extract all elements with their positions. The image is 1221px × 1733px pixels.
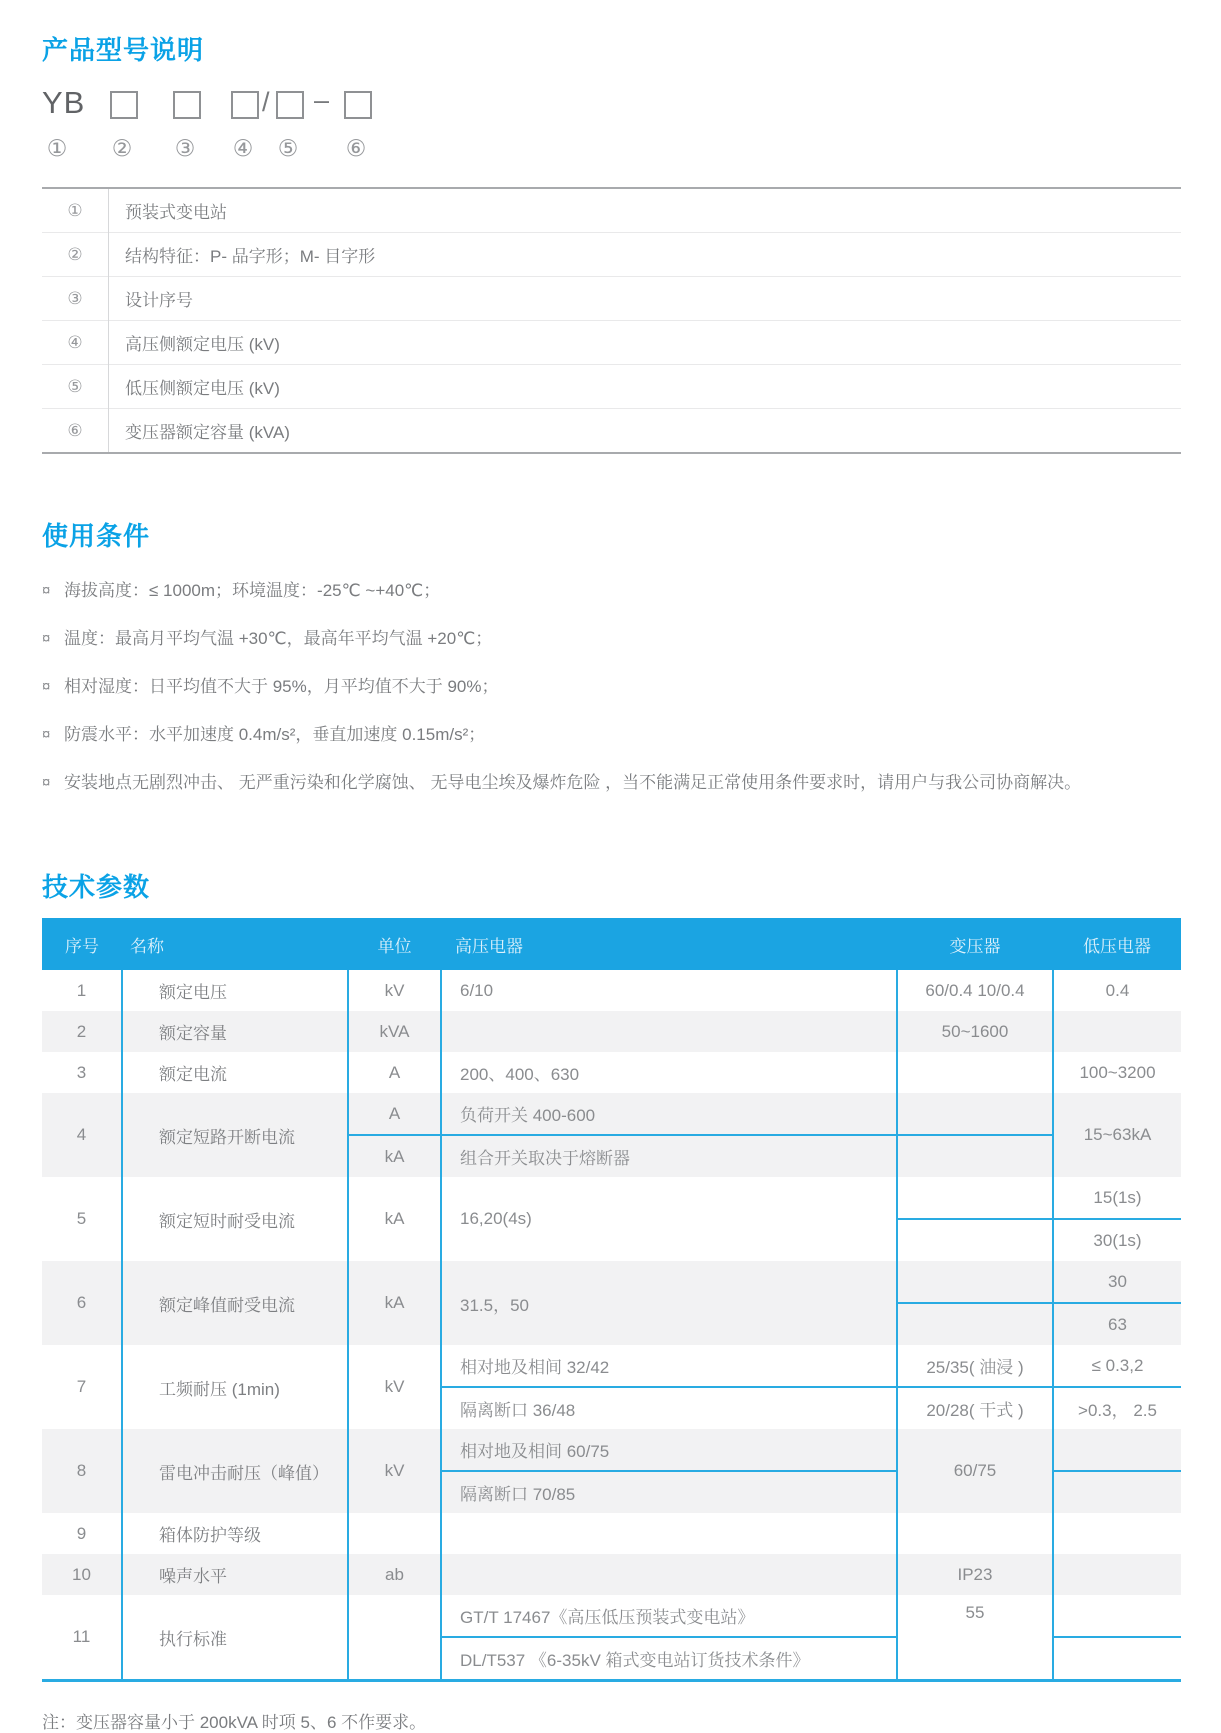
legend-number: ④ <box>42 321 109 365</box>
cell-hv: 16,20(4s) <box>441 1177 897 1261</box>
bullet-icon: ¤ <box>42 678 51 695</box>
legend-number: ① <box>42 188 109 233</box>
cell-unit: A <box>348 1093 441 1135</box>
cell-name: 额定容量 <box>122 1011 348 1052</box>
cell-tr: 20/28( 干式 ) <box>897 1387 1053 1429</box>
cell-lv: >0.3， 2.5 <box>1053 1387 1181 1429</box>
cell-name: 工频耐压 (1min) <box>122 1345 348 1429</box>
table-row <box>42 1429 1181 1471</box>
table-row <box>42 970 1181 1011</box>
table-row <box>42 188 1181 233</box>
column-header-no: 序号 <box>42 918 122 970</box>
table-row <box>42 277 1181 321</box>
cell-unit: A <box>348 1052 441 1093</box>
legend-description: 预装式变电站 <box>125 203 227 222</box>
cell-hv: 相对地及相间 32/42 <box>441 1345 897 1387</box>
cell-tr <box>897 1303 1053 1345</box>
cell-name: 额定峰值耐受电流 <box>122 1261 348 1345</box>
cell-no: 8 <box>42 1429 122 1513</box>
circle-number: ③ <box>174 135 196 161</box>
cell-unit: kV <box>348 1429 441 1513</box>
cell-unit: kVA <box>348 1011 441 1052</box>
cell-tr: 55 <box>897 1595 1053 1681</box>
usage-item-text: 海拔高度：≤ 1000m；环境温度：-25℃ ~+40℃； <box>64 581 441 600</box>
cell-unit: kA <box>348 1135 441 1177</box>
cell-name: 额定短路开断电流 <box>122 1093 348 1177</box>
cell-name: 额定电压 <box>122 970 348 1011</box>
cell-hv: 负荷开关 400-600 <box>441 1093 897 1135</box>
table-row <box>42 365 1181 409</box>
model-legend-table <box>42 187 1181 454</box>
cell-tr <box>897 1219 1053 1261</box>
cell-unit <box>348 1513 441 1554</box>
table-row <box>42 1345 1181 1387</box>
cell-lv: 30(1s) <box>1053 1219 1181 1261</box>
usage-item-text: 温度：最高月平均气温 +30℃，最高年平均气温 +20℃； <box>64 629 493 648</box>
cell-name: 雷电冲击耐压（峰值） <box>122 1429 348 1513</box>
cell-tr <box>897 1093 1053 1135</box>
cell-tr <box>897 1177 1053 1219</box>
cell-unit: kA <box>348 1261 441 1345</box>
cell-no: 5 <box>42 1177 122 1261</box>
cell-tr: IP23 <box>897 1554 1053 1595</box>
cell-lv: 0.4 <box>1053 970 1181 1011</box>
table-row <box>42 1513 1181 1554</box>
legend-description: 低压侧额定电压 (kV) <box>109 365 1182 409</box>
bullet-icon: ¤ <box>42 774 51 791</box>
model-prefix: YB <box>42 85 86 120</box>
cell-lv: 100~3200 <box>1053 1052 1181 1093</box>
placeholder-box-icon <box>110 91 138 119</box>
cell-no: 7 <box>42 1345 122 1429</box>
legend-description: 设计序号 <box>109 277 1182 321</box>
list-item <box>42 759 1181 807</box>
circle-number: ② <box>111 135 133 161</box>
cell-lv: 30 <box>1053 1261 1181 1303</box>
section-title-tech: 技术参数 <box>42 872 151 902</box>
cell-name: 执行标准 <box>122 1595 348 1681</box>
legend-description: 高压侧额定电压 (kV) <box>109 321 1182 365</box>
legend-number: ⑥ <box>42 409 109 454</box>
column-header-hv: 高压电器 <box>441 918 897 970</box>
cell-name: 噪声水平 <box>122 1554 348 1595</box>
circle-number: ④ <box>232 135 254 161</box>
table-row <box>42 1177 1181 1219</box>
column-header-unit: 单位 <box>348 918 441 970</box>
cell-tr <box>897 1052 1053 1093</box>
column-header-lv: 低压电器 <box>1053 918 1181 970</box>
table-header-row <box>42 918 1181 970</box>
legend-number: ⑤ <box>42 365 109 409</box>
cell-no: 10 <box>42 1554 122 1595</box>
usage-item-text: 安装地点无剧烈冲击、 无严重污染和化学腐蚀、 无导电尘埃及爆炸危险 ，当不能满足正常使用条件要求时，请用户与我公司协商解决。 <box>64 773 1082 792</box>
list-item <box>42 663 1181 711</box>
circle-number: ① <box>46 135 68 161</box>
column-header-name: 名称 <box>122 918 348 970</box>
cell-tr: 25/35( 油浸 ) <box>897 1345 1053 1387</box>
cell-no: 4 <box>42 1093 122 1177</box>
table-row <box>42 1554 1181 1595</box>
column-header-tr: 变压器 <box>897 918 1053 970</box>
cell-hv: 组合开关取决于熔断器 <box>441 1135 897 1177</box>
cell-no: 11 <box>42 1595 122 1681</box>
legend-number: ② <box>42 233 109 277</box>
placeholder-box-icon <box>276 91 304 119</box>
legend-number: ③ <box>42 277 109 321</box>
cell-unit: kA <box>348 1177 441 1261</box>
cell-lv <box>1053 1011 1181 1052</box>
usage-conditions-list <box>42 567 1181 807</box>
placeholder-box-icon <box>231 91 259 119</box>
circle-number: ⑥ <box>345 135 367 161</box>
table-row <box>42 321 1181 365</box>
list-item <box>42 615 1181 663</box>
slash-separator: / <box>262 87 270 117</box>
cell-hv <box>441 1011 897 1052</box>
cell-no: 2 <box>42 1011 122 1052</box>
section-title-usage: 使用条件 <box>42 521 151 551</box>
cell-name: 额定电流 <box>122 1052 348 1093</box>
cell-lv: 63 <box>1053 1303 1181 1345</box>
legend-description: 变压器额定容量 (kVA) <box>109 409 1182 454</box>
cell-tr: 60/75 <box>897 1429 1053 1513</box>
cell-tr <box>897 1513 1053 1554</box>
cell-name: 箱体防护等级 <box>122 1513 348 1554</box>
cell-hv: 隔离断口 36/48 <box>441 1387 897 1429</box>
cell-lv <box>1053 1429 1181 1471</box>
cell-lv <box>1053 1637 1181 1681</box>
bullet-icon: ¤ <box>42 726 51 743</box>
tech-parameters-table <box>42 918 1181 1682</box>
dash-separator: – <box>314 85 330 115</box>
table-row <box>42 1011 1181 1052</box>
model-code-diagram <box>42 83 1181 185</box>
cell-hv: 200、400、630 <box>441 1052 897 1093</box>
cell-no: 1 <box>42 970 122 1011</box>
cell-hv: 隔离断口 70/85 <box>441 1471 897 1513</box>
cell-tr: 50~1600 <box>897 1011 1053 1052</box>
placeholder-box-icon <box>344 91 372 119</box>
list-item <box>42 711 1181 759</box>
cell-lv <box>1053 1513 1181 1554</box>
list-item <box>42 567 1181 615</box>
table-row <box>42 233 1181 277</box>
cell-unit: ab <box>348 1554 441 1595</box>
cell-no: 9 <box>42 1513 122 1554</box>
cell-unit <box>348 1595 441 1681</box>
legend-description: 结构特征：P- 品字形；M- 目字形 <box>109 233 1182 277</box>
table-row <box>42 1595 1181 1637</box>
cell-hv: 6/10 <box>441 970 897 1011</box>
table-row <box>42 409 1181 454</box>
cell-hv <box>441 1554 897 1595</box>
cell-hv: DL/T537 《6-35kV 箱式变电站订货技术条件》 <box>441 1637 897 1681</box>
cell-lv <box>1053 1471 1181 1513</box>
table-row <box>42 1052 1181 1093</box>
bullet-icon: ¤ <box>42 630 51 647</box>
cell-tr: 60/0.4 10/0.4 <box>897 970 1053 1011</box>
cell-tr <box>897 1135 1053 1177</box>
cell-lv <box>1053 1595 1181 1637</box>
cell-no: 3 <box>42 1052 122 1093</box>
cell-no: 6 <box>42 1261 122 1345</box>
cell-hv: GT/T 17467《高压低压预装式变电站》 <box>441 1595 897 1637</box>
circle-number: ⑤ <box>277 135 299 161</box>
cell-unit: kV <box>348 970 441 1011</box>
placeholder-box-icon <box>173 91 201 119</box>
cell-tr <box>897 1261 1053 1303</box>
usage-item-text: 相对湿度：日平均值不大于 95%，月平均值不大于 90%； <box>64 677 499 696</box>
cell-lv: 15~63kA <box>1053 1093 1181 1177</box>
cell-unit: kV <box>348 1345 441 1429</box>
cell-lv: ≤ 0.3,2 <box>1053 1345 1181 1387</box>
cell-lv: 15(1s) <box>1053 1177 1181 1219</box>
table-footnote: 注：变压器容量小于 200kVA 时项 5、6 不作要求。 <box>42 1713 427 1732</box>
table-row <box>42 1261 1181 1303</box>
cell-hv: 31.5，50 <box>441 1261 897 1345</box>
cell-lv <box>1053 1554 1181 1595</box>
cell-name: 额定短时耐受电流 <box>122 1177 348 1261</box>
table-row <box>42 1093 1181 1135</box>
usage-item-text: 防震水平：水平加速度 0.4m/s²，垂直加速度 0.15m/s²； <box>64 725 486 744</box>
bullet-icon: ¤ <box>42 582 51 599</box>
cell-hv <box>441 1513 897 1554</box>
section-title-model: 产品型号说明 <box>42 35 205 65</box>
cell-hv: 相对地及相间 60/75 <box>441 1429 897 1471</box>
